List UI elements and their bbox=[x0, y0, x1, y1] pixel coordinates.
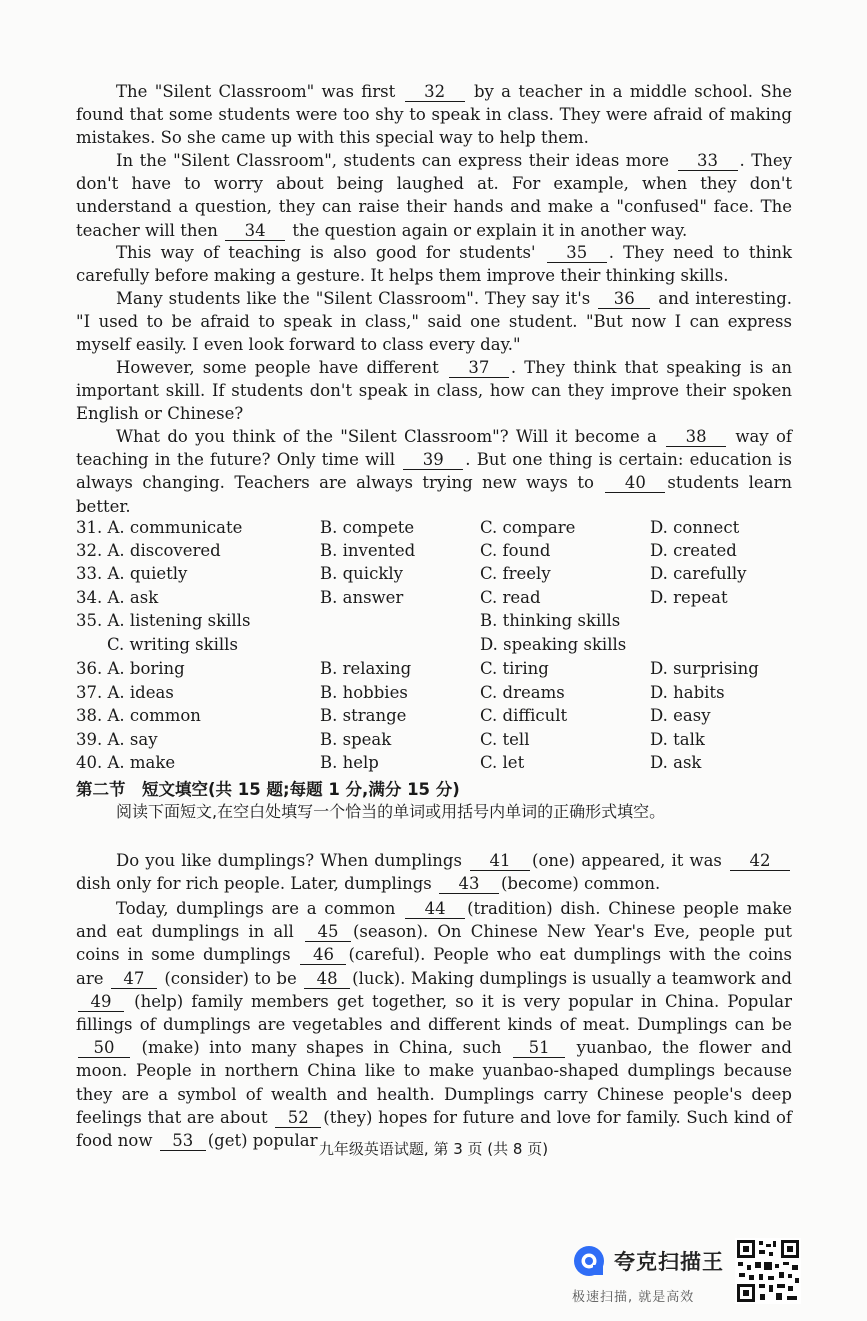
option-c: C. read bbox=[480, 588, 541, 607]
option-c: C. let bbox=[480, 753, 525, 772]
blank-44: 44 bbox=[405, 900, 465, 919]
quark-logo-icon bbox=[572, 1244, 606, 1278]
option-c: C. compare bbox=[480, 518, 576, 537]
blank-36: 36 bbox=[598, 290, 650, 309]
blank-35: 35 bbox=[547, 244, 607, 263]
option-c: C. difficult bbox=[480, 706, 568, 725]
option-c: C. found bbox=[480, 541, 551, 560]
option-d: D. easy bbox=[650, 706, 711, 725]
blank-51: 51 bbox=[513, 1039, 565, 1058]
option-a: 31. A. communicate bbox=[76, 518, 243, 537]
option-a: 40. A. make bbox=[76, 753, 176, 772]
option-a: 38. A. common bbox=[76, 706, 201, 725]
option-c: C. tiring bbox=[480, 659, 549, 678]
qr-code-icon bbox=[735, 1238, 801, 1304]
option-b: B. speak bbox=[320, 730, 392, 749]
blank-46: 46 bbox=[300, 946, 346, 965]
passage-paragraph: This way of teaching is also good for students' 35 . They need to think carefully before making a gesture. It helps them improve their thinking skills. bbox=[76, 243, 792, 286]
option-b: B. thinking skills bbox=[480, 611, 621, 630]
passage-paragraph: Many students like the "Silent Classroom". They say it's 36 and interesting. "I used to be afraid to speak in class," said one student. "But now I can express myself easily. I even look forward to class every day." bbox=[76, 289, 792, 355]
blank-34: 34 bbox=[225, 222, 285, 241]
option-a: 34. A. ask bbox=[76, 588, 159, 607]
option-a: 39. A. say bbox=[76, 730, 158, 749]
option-b: B. compete bbox=[320, 518, 415, 537]
option-row bbox=[76, 706, 792, 729]
blank-32: 32 bbox=[405, 83, 465, 102]
brand-name: 夸克扫描王 bbox=[614, 1250, 724, 1274]
option-a: 37. A. ideas bbox=[76, 683, 174, 702]
option-d: D. talk bbox=[650, 730, 705, 749]
blank-52: 52 bbox=[275, 1109, 321, 1128]
passage-paragraph: The "Silent Classroom" was first 32 by a teacher in a middle school. She found that some students were too shy to speak in class. They were afraid of making mistakes. So she came up with this special way to help them. bbox=[76, 82, 793, 148]
option-d: D. connect bbox=[650, 518, 740, 537]
blank-33: 33 bbox=[678, 152, 738, 171]
option-row bbox=[76, 635, 792, 658]
blank-50: 50 bbox=[78, 1039, 130, 1058]
option-row bbox=[76, 659, 792, 682]
blank-40: 40 bbox=[605, 474, 665, 493]
passage-paragraph: Do you like dumplings? When dumplings 41 (one) appeared, it was 42 dish only for rich people. Later, dumplings 43 (become) common. bbox=[76, 849, 792, 895]
option-d: D. surprising bbox=[650, 659, 759, 678]
option-c: C. tell bbox=[480, 730, 530, 749]
option-row bbox=[76, 730, 792, 753]
blank-38: 38 bbox=[666, 428, 726, 447]
option-row bbox=[76, 753, 792, 776]
option-d: D. created bbox=[650, 541, 737, 560]
option-row bbox=[76, 541, 792, 564]
option-b: B. hobbies bbox=[320, 683, 408, 702]
option-d: D. ask bbox=[650, 753, 702, 772]
passage-paragraph: In the "Silent Classroom", students can express their ideas more 33 . They don't have to worry about being laughed at. For example, when they don't understand a question, they can raise their hands and make a "confused" face. The teacher will then 34 the question again or explain it in another way. bbox=[76, 151, 792, 240]
blank-39: 39 bbox=[403, 451, 463, 470]
option-d: D. speaking skills bbox=[480, 635, 627, 654]
option-a: 35. A. listening skills bbox=[76, 611, 251, 630]
blank-43: 43 bbox=[439, 875, 499, 894]
blank-37: 37 bbox=[449, 359, 509, 378]
option-row bbox=[76, 588, 792, 611]
option-row bbox=[76, 683, 792, 706]
option-c: C. writing skills bbox=[107, 635, 238, 654]
blank-49: 49 bbox=[78, 993, 124, 1012]
option-d: D. habits bbox=[650, 683, 725, 702]
blank-41: 41 bbox=[470, 852, 530, 871]
section-instruction: 阅读下面短文,在空白处填写一个恰当的单词或用括号内单词的正确形式填空。 bbox=[116, 802, 666, 821]
option-a: 32. A. discovered bbox=[76, 541, 221, 560]
option-row bbox=[76, 564, 792, 587]
blank-47: 47 bbox=[111, 970, 157, 989]
option-row bbox=[76, 611, 792, 634]
section-heading: 第二节 短文填空(共 15 题;每题 1 分,满分 15 分) bbox=[76, 780, 460, 799]
option-b: B. quickly bbox=[320, 564, 403, 583]
brand-slogan: 极速扫描, 就是高效 bbox=[572, 1290, 695, 1305]
option-a: 33. A. quietly bbox=[76, 564, 188, 583]
option-b: B. invented bbox=[320, 541, 416, 560]
passage-paragraph: However, some people have different 37 . They think that speaking is an important skill. If students don't speak in class, how can they improve their spoken English or Chinese? bbox=[76, 358, 793, 424]
option-d: D. repeat bbox=[650, 588, 728, 607]
scanner-watermark bbox=[572, 1238, 732, 1308]
option-b: B. answer bbox=[320, 588, 404, 607]
option-b: B. strange bbox=[320, 706, 407, 725]
option-c: C. dreams bbox=[480, 683, 565, 702]
page-footer: 九年级英语试题, 第 3 页 (共 8 页) bbox=[318, 1140, 549, 1158]
blank-53: 53 bbox=[160, 1132, 206, 1151]
option-a: 36. A. boring bbox=[76, 659, 185, 678]
passage-paragraph: Today, dumplings are a common 44 (tradition) dish. Chinese people make and eat dumplings in all 45 (season). On Chinese New Year's Eve, people put coins in some dumplings 46 (careful). People who eat dumplings with the coins are 47 (consider) to be 48 (luck). Making dumplings is usually a teamwork and 49 (help) family members get together, so it is very popular in China. Popular fillings of dumplings are vegetables and different kinds of meat. Dumplings can be 50 (make) into many shapes in China, such 51 yuanbao, the flower and moon. People in northern China like to make yuanbao-shaped dumplings because they are a symbol of wealth and health. Dumplings carry Chinese people's deep feelings that are about 52 (they) hopes for future and love for family. Such kind of food now 53 (get) popular bbox=[76, 899, 793, 1151]
passage-paragraph: What do you think of the "Silent Classroom"? Will it become a 38 way of teaching in the future? Only time will 39 . But one thing is certain: education is always changing. Teachers are always trying new ways to 40 students learn better. bbox=[76, 427, 793, 516]
option-row bbox=[76, 518, 792, 541]
option-b: B. relaxing bbox=[320, 659, 412, 678]
option-b: B. help bbox=[320, 753, 379, 772]
blank-42: 42 bbox=[730, 852, 790, 871]
blank-45: 45 bbox=[305, 923, 351, 942]
option-c: C. freely bbox=[480, 564, 551, 583]
option-d: D. carefully bbox=[650, 564, 747, 583]
blank-48: 48 bbox=[304, 970, 350, 989]
